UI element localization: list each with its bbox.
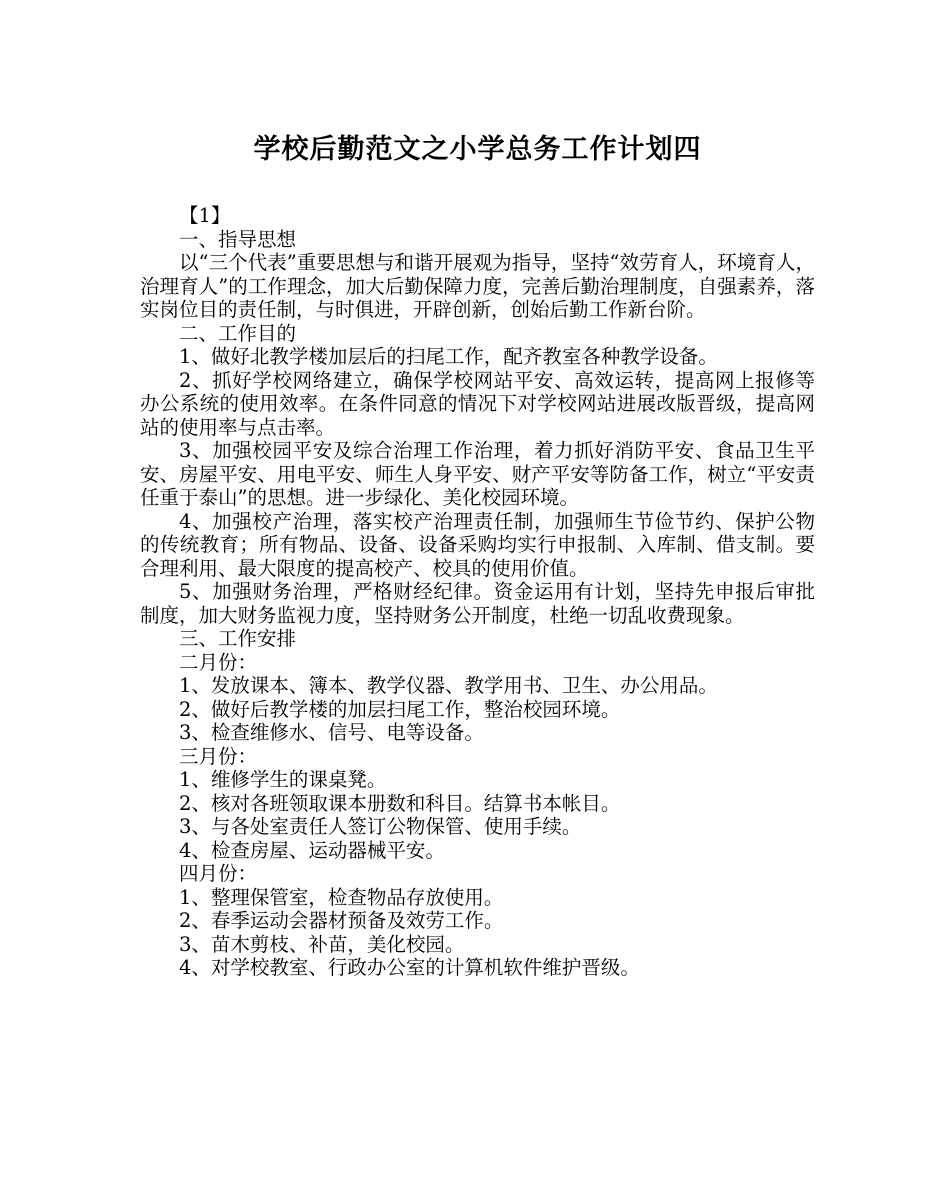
- document-body: [140, 204, 815, 980]
- goal-item: 5、加强财务治理，严格财经纪律。资金运用有计划，坚持先申报后审批制度，加大财务监视力度，坚持财务公开制度，杜绝一切乱收费现象。: [140, 580, 815, 627]
- heading-work-goals: 二、工作目的: [179, 321, 297, 345]
- document-title: 学校后勤范文之小学总务工作计划四: [253, 134, 702, 165]
- arrangement-item: 1、发放课本、簿本、教学仪器、教学用书、卫生、办公用品。: [179, 674, 718, 697]
- goal-item: 3、加强校园平安及综合治理工作治理，着力抓好消防平安、食品卫生平安、房屋平安、用电平安、师生人身平安、财产平安等防备工作，树立“平安责任重于泰山”的思想。进一步绿化、美化校园环境。: [140, 439, 815, 509]
- arrangement-item: 2、春季运动会器材预备及效劳工作。: [179, 909, 504, 932]
- goal-item: 2、抓好学校网络建立，确保学校网站平安、高效运转，提高网上报修等办公系统的使用效率。在条件同意的情况下对学校网站进展改版晋级，提高网站的使用率与点击率。: [140, 368, 815, 439]
- arrangement-item: 1、整理保管室，检查物品存放使用。: [179, 885, 504, 909]
- heading-guiding-ideology: 一、指导思想: [179, 227, 297, 251]
- section-marker: 【1】: [179, 204, 231, 227]
- arrangement-item: 3、检查维修水、信号、电等设备。: [179, 721, 484, 744]
- goal-item: 4、加强校产治理，落实校产治理责任制，加强师生节俭节约、保护公物的传统教育；所有物品、设备、设备采购均实行申报制、入库制、借支制。要合理利用、最大限度的提高校产、校具的使用价值。: [140, 509, 815, 580]
- heading-work-arrangement: 三、工作安排: [179, 627, 297, 650]
- arrangement-item: 2、做好后教学楼的加层扫尾工作，整治校园环境。: [179, 697, 621, 721]
- month-heading: 四月份：: [179, 862, 258, 885]
- arrangement-item: 3、苗木剪枝、补苗，美化校园。: [179, 932, 465, 956]
- arrangement-item: 4、检查房屋、运动器械平安。: [179, 838, 445, 862]
- goal-item: 1、做好北教学楼加层后的扫尾工作，配齐教室各种教学设备。: [179, 345, 718, 368]
- arrangement-item: 4、对学校教室、行政办公室的计算机软件维护晋级。: [179, 956, 640, 979]
- arrangement-item: 2、核对各班领取课本册数和科目。结算书本帐目。: [179, 791, 621, 815]
- month-heading: 三月份：: [179, 744, 258, 768]
- paragraph-guiding-ideology: 以“三个代表”重要思想与和谐开展观为指导，坚持“效劳育人，环境育人，治理育人”的工作理念，加大后勤保障力度，完善后勤治理制度，自强素养，落实岗位目的责任制，与时俱进，开辟创新，创始后勤工作新台阶。: [140, 251, 815, 321]
- arrangement-item: 1、维修学生的课桌凳。: [179, 768, 387, 791]
- arrangement-item: 3、与各处室责任人签订公物保管、使用手续。: [179, 815, 582, 838]
- month-heading: 二月份：: [179, 650, 258, 674]
